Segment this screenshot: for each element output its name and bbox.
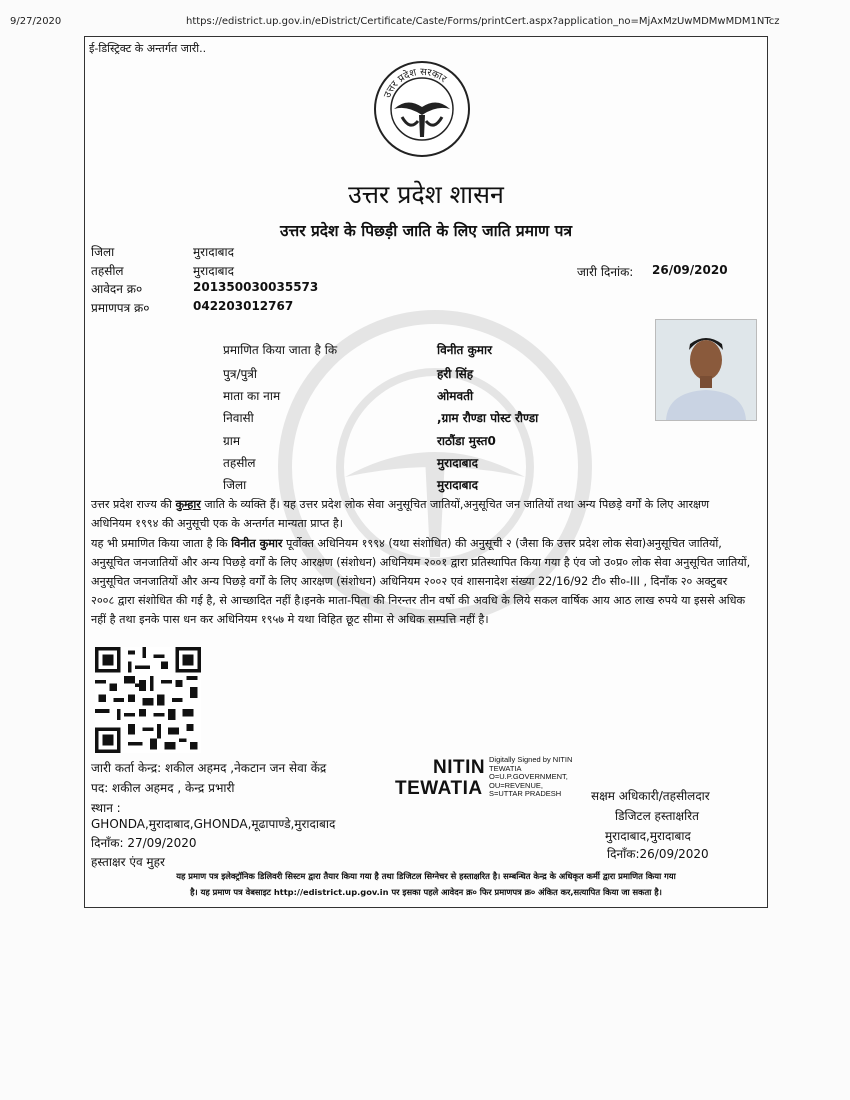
certificate-frame [84, 36, 768, 908]
emblem-text: उत्तर प्रदेश सरकार [382, 66, 449, 100]
print-url: https://edistrict.up.gov.in/eDistrict/Certificate/Caste/Forms/printCert.aspx?application_no=MjAxMzUwMDMwMDM1NTcz [186, 16, 780, 27]
district-label: जिला [91, 245, 115, 259]
issue-date-label: जारी दिनांक: [577, 265, 634, 279]
issuer-post: पद: शकील अहमद , केन्द्र प्रभारी [91, 781, 235, 795]
signer-name-line1: NITIN [433, 757, 486, 778]
tehsil-label: तहसील [91, 264, 124, 278]
district-value: मुरादाबाद [193, 245, 235, 259]
certificate-title: उत्तर प्रदेश शासन [348, 180, 504, 209]
footer-note-line2: है। यह प्रमाण पत्र वेबसाइट http://edistrict.up.gov.in पर इसका पहले आवेदन क्र० फिर प्रमाणपत्र क्र० अंकित कर,सत्यापित किया जा सकता है। [190, 887, 662, 897]
certify-label: प्रमाणित किया जाता है कि [223, 343, 338, 357]
applicant-name: विनीत कुमार [437, 343, 492, 357]
village-label: ग्राम [223, 434, 241, 448]
authority-place: मुरादाबाद,मुरादाबाद [605, 829, 691, 843]
authority-date: दिनाँक:26/09/2020 [607, 847, 709, 861]
digital-signature-details: Digitally Signed by NITIN TEWATIA O=U.P.GOVERNMENT, OU=REVENUE, S=UTTAR PRADESH [489, 755, 573, 798]
caste-paragraph: उत्तर प्रदेश राज्य की कुम्हार जाति के व्यक्ति हैं। यह उत्तर प्रदेश लोक सेवा अनुसूचित जातियों,अनुसूचित जन जातियों तथा अन्य पिछड़े वर्गों के लिए आरक्षण अधिनियम १९९४ की अनुसूची एक के अन्तर्गत मान्यता प्राप्त है। [91, 498, 710, 530]
place-value: GHONDA,मुरादाबाद,GHONDA,मूढापाण्डे,मुरादाबाद [91, 817, 336, 831]
mother-label: माता का नाम [223, 389, 281, 403]
resident-label: निवासी [223, 411, 254, 425]
applicant-photo [655, 319, 757, 421]
father-name: हरी सिंह [437, 367, 474, 381]
footer-note-line1: यह प्रमाण पत्र इलेक्ट्रॉनिक डिलिवरी सिस्टम द्वारा तैयार किया गया है तथा डिजिटल सिग्नेचर से हस्ताक्षरित है। सम्बन्धित केन्द्र के अधिकृत कर्मी द्वारा प्रमाणित किया गया [176, 871, 676, 881]
issue-date: 26/09/2020 [652, 263, 728, 277]
application-number: 201350030035573 [193, 280, 319, 294]
authority-title: सक्षम अधिकारी/तहसीलदार [591, 789, 710, 803]
up-government-emblem [372, 59, 472, 159]
resident-value: ,ग्राम रौण्डा पोस्ट रौण्डा [437, 411, 539, 425]
person-tehsil-value: मुरादाबाद [437, 456, 479, 470]
person-district-label: जिला [223, 478, 247, 492]
mother-name: ओमवती [437, 389, 474, 403]
certificate-subtitle: उत्तर प्रदेश के पिछड़ी जाति के लिए जाति प्रमाण पत्र [280, 221, 572, 240]
certification-paragraph: यह भी प्रमाणित किया जाता है कि विनीत कुमार पूर्वोक्त अधिनियम १९९४ (यथा संशोधित) की अनुसूची २ (जैसा कि उत्तर प्रदेश लोक सेवा)अनुसूचित जातियों, अनुसूचित जनजातियों और अन्य पिछड़े वर्गों के लिए आरक्षण (संशोधन) अधिनियम २००१ द्वारा प्रतिस्थापित किया गया है एंव जो उ०प्र० लोक सेवा अनुसूचित जातियों, अनुसूचित जनजातियों और अन्य पिछड़े वर्गों के लिए आरक्षण (संशोधन) अधिनियम २००२ एवं शासनादेश संख्या 22/16/92 टी० सी०-III , दिनाँक २० अक्टुबर २००८ द्वारा संशोधित की गई है, से आच्छादित नहीं है।इनके माता-पिता की निरन्तर तीन वर्षो की अवधि के लिये सकल वार्षिक आय आठ लाख रुपये या इससे अधिक नहीं है तथा इनके पास धन कर अधिनियम १९५७ मे यथा विहित छूट सीमा से अधिक सम्पत्ति नहीं है। [91, 537, 751, 626]
place-label: स्थान : [91, 801, 121, 815]
p2-applicant-name: विनीत कुमार [231, 537, 283, 550]
son-daughter-label: पुत्र/पुत्री [223, 367, 258, 381]
village-value: राठौंडा मुस्त0 [437, 434, 496, 448]
issuer-date: दिनाँक: 27/09/2020 [91, 836, 197, 850]
sign-and-seal-label: हस्ताक्षर एंव मुहर [91, 855, 165, 869]
caste-name: कुम्हार [175, 498, 201, 511]
print-date: 9/27/2020 [10, 16, 62, 27]
issued-under-note: ई-डिस्ट्रिक्ट के अन्तर्गत जारी.. [89, 42, 207, 55]
digitally-signed-label: डिजिटल हस्ताक्षरित [615, 809, 699, 823]
issuing-center: जारी कर्ता केन्द्र: शकील अहमद ,नेकटान जन सेवा केंद्र [91, 761, 327, 775]
certificate-number-label: प्रमाणपत्र क्र० [91, 301, 150, 315]
certificate-number: 042203012767 [193, 299, 294, 313]
person-district-value: मुरादाबाद [437, 478, 479, 492]
tehsil-value: मुरादाबाद [193, 264, 235, 278]
person-tehsil-label: तहसील [223, 456, 256, 470]
qr-code [95, 647, 201, 753]
application-number-label: आवेदन क्र० [91, 282, 143, 296]
signer-name-line2: TEWATIA [395, 778, 483, 799]
